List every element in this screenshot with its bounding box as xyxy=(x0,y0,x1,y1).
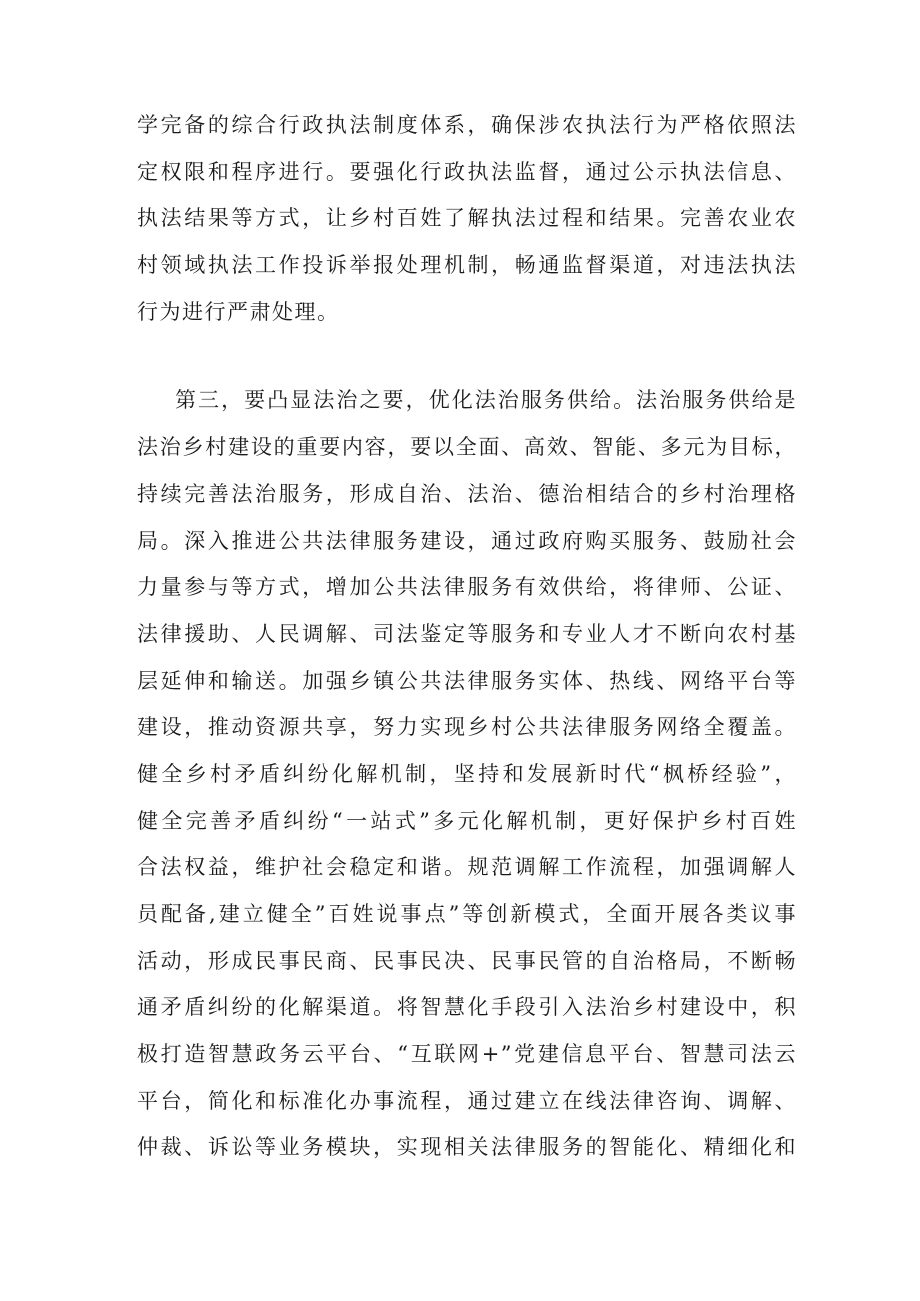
paragraph-line: 员配备,建立健全”百姓说事点”等创新模式，全面开展各类议事 xyxy=(137,902,797,926)
paragraph-line: 建设，推动资源共享，努力实现乡村公共法律服务网络全覆盖。 xyxy=(137,715,797,740)
paragraph-line: 健全完善矛盾纠纷“一站式”多元化解机制，更好保护乡村百姓 xyxy=(137,808,797,833)
paragraph-line: 执法结果等方式，让乡村百姓了解执法过程和结果。完善农业农 xyxy=(137,206,797,231)
paragraph-line: 通矛盾纠纷的化解渠道。将智慧化手段引入法治乡村建设中，积 xyxy=(137,995,797,1020)
paragraph-spacer xyxy=(137,335,797,377)
paragraph-line: 法律援助、人民调解、司法鉴定等服务和专业人才不断向农村基 xyxy=(137,621,797,646)
paragraph-line: 法治乡村建设的重要内容，要以全面、高效、智能、多元为目标， xyxy=(137,435,797,460)
paragraph-line: 学完备的综合行政执法制度体系，确保涉农执法行为严格依照法 xyxy=(137,113,797,137)
paragraph-line: 合法权益，维护社会稳定和谐。规范调解工作流程，加强调解人 xyxy=(137,855,797,880)
paragraph-line: 活动，形成民事民商、民事民决、民事民管的自治格局，不断畅 xyxy=(137,948,797,973)
paragraph-2 xyxy=(137,377,797,1171)
paragraph-line: 行为进行严肃处理。 xyxy=(137,299,340,324)
paragraph-1 xyxy=(137,102,797,335)
paragraph-line: 极打造智慧政务云平台、“互联网+”党建信息平台、智慧司法云 xyxy=(137,1042,797,1067)
document-body xyxy=(137,102,797,1171)
paragraph-line: 定权限和程序进行。要强化行政执法监督，通过公示执法信息、 xyxy=(137,159,797,184)
paragraph-line: 持续完善法治服务，形成自治、法治、德治相结合的乡村治理格 xyxy=(137,481,797,506)
paragraph-line: 平台，简化和标准化办事流程，通过建立在线法律咨询、调解、 xyxy=(137,1088,797,1113)
paragraph-line: 第三，要凸显法治之要，优化法治服务供给。法治服务供给是 xyxy=(175,388,797,413)
paragraph-line: 力量参与等方式，增加公共法律服务有效供给，将律师、公证、 xyxy=(137,575,797,600)
paragraph-line: 仲裁、诉讼等业务模块，实现相关法律服务的智能化、精细化和 xyxy=(137,1135,797,1160)
paragraph-line: 局。深入推进公共法律服务建设，通过政府购买服务、鼓励社会 xyxy=(137,528,797,553)
paragraph-line: 层延伸和输送。加强乡镇公共法律服务实体、热线、网络平台等 xyxy=(137,668,797,693)
paragraph-line: 健全乡村矛盾纠纷化解机制，坚持和发展新时代“枫桥经验”， xyxy=(137,761,797,786)
paragraph-line: 村领域执法工作投诉举报处理机制，畅通监督渠道，对违法执法 xyxy=(137,253,797,278)
